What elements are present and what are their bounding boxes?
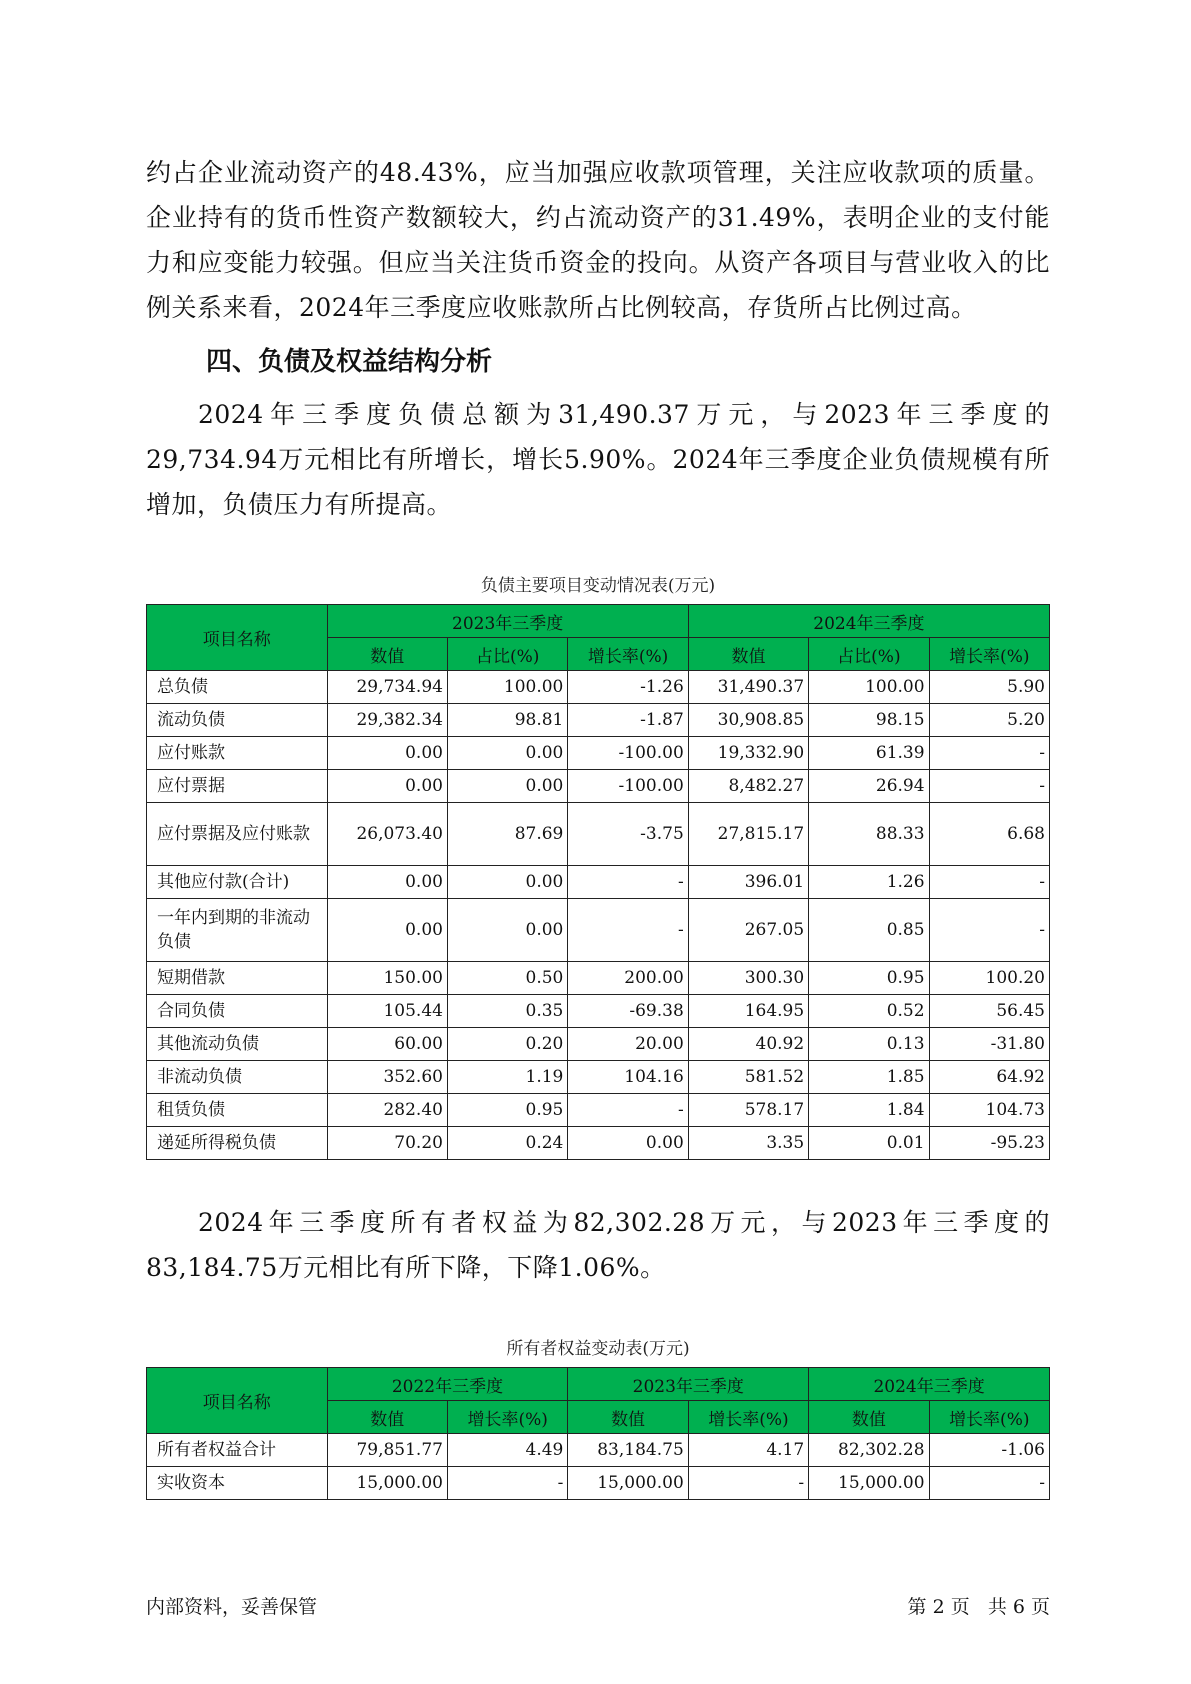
cell-value: - [688, 1467, 808, 1500]
table-row [147, 1434, 1050, 1467]
cell-value: 0.52 [809, 995, 929, 1028]
cell-value: 0.13 [809, 1028, 929, 1061]
cell-value: 581.52 [688, 1061, 808, 1094]
cell-value: 98.81 [447, 704, 567, 737]
row-label: 总负债 [147, 671, 328, 704]
cell-value: 100.20 [929, 962, 1049, 995]
cell-value: 396.01 [688, 866, 808, 899]
cell-value: 64.92 [929, 1061, 1049, 1094]
cell-value: -3.75 [568, 803, 688, 866]
cell-value: 87.69 [447, 803, 567, 866]
cell-value: -1.26 [568, 671, 688, 704]
cell-value: 0.24 [447, 1127, 567, 1160]
cell-value: 0.00 [447, 737, 567, 770]
cell-value: 300.30 [688, 962, 808, 995]
cell-value: 26.94 [809, 770, 929, 803]
row-label: 短期借款 [147, 962, 328, 995]
liability-sub-header: 增长率(%) [568, 638, 688, 671]
table-row [147, 671, 1050, 704]
row-label: 所有者权益合计 [147, 1434, 328, 1467]
cell-value: 56.45 [929, 995, 1049, 1028]
equity-paragraph: 2024年三季度所有者权益为82,302.28万元，与2023年三季度的83,184.75万元相比有所下降，下降1.06%。 [146, 1208, 1050, 1282]
cell-value: 200.00 [568, 962, 688, 995]
equity-period-header: 2024年三季度 [809, 1368, 1050, 1401]
cell-value: 0.01 [809, 1127, 929, 1160]
cell-value: 15,000.00 [568, 1467, 688, 1500]
cell-value: -31.80 [929, 1028, 1049, 1061]
row-label: 应付票据 [147, 770, 328, 803]
cell-value: 3.35 [688, 1127, 808, 1160]
cell-value: 578.17 [688, 1094, 808, 1127]
cell-value: 15,000.00 [327, 1467, 447, 1500]
cell-value: 105.44 [327, 995, 447, 1028]
cell-value: 0.00 [327, 866, 447, 899]
row-label: 递延所得税负债 [147, 1127, 328, 1160]
cell-value: 60.00 [327, 1028, 447, 1061]
cell-value: 29,734.94 [327, 671, 447, 704]
cell-value: 0.20 [447, 1028, 567, 1061]
table-row [147, 899, 1050, 962]
equity-period-header: 2023年三季度 [568, 1368, 809, 1401]
cell-value: 0.85 [809, 899, 929, 962]
equity-sub-header: 数值 [568, 1401, 688, 1434]
cell-value: 15,000.00 [809, 1467, 929, 1500]
equity-sub-header: 增长率(%) [447, 1401, 567, 1434]
cell-value: -100.00 [568, 737, 688, 770]
intro-paragraph: 约占企业流动资产的48.43%，应当加强应收款项管理，关注应收款项的质量。企业持有的货币性资产数额较大，约占流动资产的31.49%，表明企业的支付能力和应变能力较强。但应当关注货币资金的投向。从资产各项目与营业收入的比例关系来看，2024年三季度应收账款所占比例较高，存货所占比例过高。 [146, 158, 1050, 322]
equity-sub-header: 增长率(%) [688, 1401, 808, 1434]
footer-page-number: 第 2 页 共 6 页 [907, 1596, 1050, 1618]
table-row [147, 803, 1050, 866]
liability-table-caption: 负债主要项目变动情况表(万元) [480, 576, 716, 596]
cell-value: 4.49 [447, 1434, 567, 1467]
liability-sub-header: 数值 [688, 638, 808, 671]
row-label: 应付账款 [147, 737, 328, 770]
cell-value: 40.92 [688, 1028, 808, 1061]
cell-value: 100.00 [447, 671, 567, 704]
cell-value: 88.33 [809, 803, 929, 866]
equity-name-header: 项目名称 [147, 1368, 328, 1434]
row-label: 应付票据及应付账款 [147, 803, 328, 866]
cell-value: 0.00 [447, 866, 567, 899]
row-label: 流动负债 [147, 704, 328, 737]
cell-value: 0.00 [327, 737, 447, 770]
cell-value: 26,073.40 [327, 803, 447, 866]
cell-value: - [929, 770, 1049, 803]
table-row [147, 704, 1050, 737]
cell-value: 70.20 [327, 1127, 447, 1160]
page-footer [146, 1592, 1050, 1619]
liability-period-header: 2023年三季度 [327, 605, 688, 638]
cell-value: 30,908.85 [688, 704, 808, 737]
cell-value: -1.06 [929, 1434, 1049, 1467]
cell-value: 20.00 [568, 1028, 688, 1061]
cell-value: 61.39 [809, 737, 929, 770]
row-label: 其他应付款(合计) [147, 866, 328, 899]
cell-value: 0.00 [327, 770, 447, 803]
table-row [147, 962, 1050, 995]
table-row [147, 1061, 1050, 1094]
cell-value: - [568, 899, 688, 962]
cell-value: -1.87 [568, 704, 688, 737]
liability-sub-header: 增长率(%) [929, 638, 1049, 671]
cell-value: - [929, 866, 1049, 899]
table-row [147, 995, 1050, 1028]
table-row [147, 1028, 1050, 1061]
cell-value: 1.26 [809, 866, 929, 899]
cell-value: 100.00 [809, 671, 929, 704]
cell-value: -100.00 [568, 770, 688, 803]
cell-value: 1.84 [809, 1094, 929, 1127]
table-row [147, 1127, 1050, 1160]
table-row [147, 737, 1050, 770]
cell-value: - [929, 1467, 1049, 1500]
liability-name-header: 项目名称 [147, 605, 328, 671]
cell-value: 0.35 [447, 995, 567, 1028]
cell-value: - [568, 866, 688, 899]
cell-value: 82,302.28 [809, 1434, 929, 1467]
table-row [147, 770, 1050, 803]
cell-value: 104.73 [929, 1094, 1049, 1127]
table-row [147, 1467, 1050, 1500]
cell-value: 19,332.90 [688, 737, 808, 770]
cell-value: 0.95 [809, 962, 929, 995]
cell-value: 6.68 [929, 803, 1049, 866]
cell-value: 267.05 [688, 899, 808, 962]
equity-period-header: 2022年三季度 [327, 1368, 568, 1401]
cell-value: 27,815.17 [688, 803, 808, 866]
row-label: 租赁负债 [147, 1094, 328, 1127]
row-label: 实收资本 [147, 1467, 328, 1500]
cell-value: 29,382.34 [327, 704, 447, 737]
row-label: 非流动负债 [147, 1061, 328, 1094]
cell-value: -95.23 [929, 1127, 1049, 1160]
liability-sub-header: 占比(%) [447, 638, 567, 671]
cell-value: 5.20 [929, 704, 1049, 737]
cell-value: 98.15 [809, 704, 929, 737]
cell-value: 0.00 [568, 1127, 688, 1160]
cell-value: 150.00 [327, 962, 447, 995]
liability-sub-header: 占比(%) [809, 638, 929, 671]
cell-value: 8,482.27 [688, 770, 808, 803]
cell-value: - [929, 737, 1049, 770]
liability-table [146, 604, 1050, 1160]
row-label: 合同负债 [147, 995, 328, 1028]
cell-value: - [568, 1094, 688, 1127]
table-row [147, 1094, 1050, 1127]
liability-period-header: 2024年三季度 [688, 605, 1049, 638]
cell-value: 5.90 [929, 671, 1049, 704]
cell-value: 282.40 [327, 1094, 447, 1127]
cell-value: - [447, 1467, 567, 1500]
cell-value: 0.00 [447, 899, 567, 962]
liability-sub-header: 数值 [327, 638, 447, 671]
cell-value: 104.16 [568, 1061, 688, 1094]
cell-value: 1.19 [447, 1061, 567, 1094]
equity-table-caption: 所有者权益变动表(万元) [506, 1339, 690, 1359]
cell-value: 352.60 [327, 1061, 447, 1094]
cell-value: 79,851.77 [327, 1434, 447, 1467]
equity-sub-header: 增长率(%) [929, 1401, 1049, 1434]
cell-value: -69.38 [568, 995, 688, 1028]
cell-value: 4.17 [688, 1434, 808, 1467]
cell-value: 31,490.37 [688, 671, 808, 704]
cell-value: - [929, 899, 1049, 962]
cell-value: 164.95 [688, 995, 808, 1028]
cell-value: 0.50 [447, 962, 567, 995]
equity-table [146, 1367, 1050, 1500]
equity-sub-header: 数值 [809, 1401, 929, 1434]
equity-sub-header: 数值 [327, 1401, 447, 1434]
cell-value: 83,184.75 [568, 1434, 688, 1467]
row-label: 其他流动负债 [147, 1028, 328, 1061]
liability-paragraph: 2024年三季度负债总额为31,490.37万元，与2023年三季度的29,734.94万元相比有所增长，增长5.90%。2024年三季度企业负债规模有所增加，负债压力有所提高。 [146, 400, 1050, 519]
cell-value: 0.00 [447, 770, 567, 803]
table-row [147, 866, 1050, 899]
footer-confidential-note: 内部资料，妥善保管 [146, 1596, 318, 1618]
cell-value: 0.95 [447, 1094, 567, 1127]
page-content [146, 150, 1050, 1500]
cell-value: 1.85 [809, 1061, 929, 1094]
cell-value: 0.00 [327, 899, 447, 962]
section-heading: 四、负债及权益结构分析 [206, 347, 493, 377]
row-label: 一年内到期的非流动负债 [147, 899, 328, 962]
